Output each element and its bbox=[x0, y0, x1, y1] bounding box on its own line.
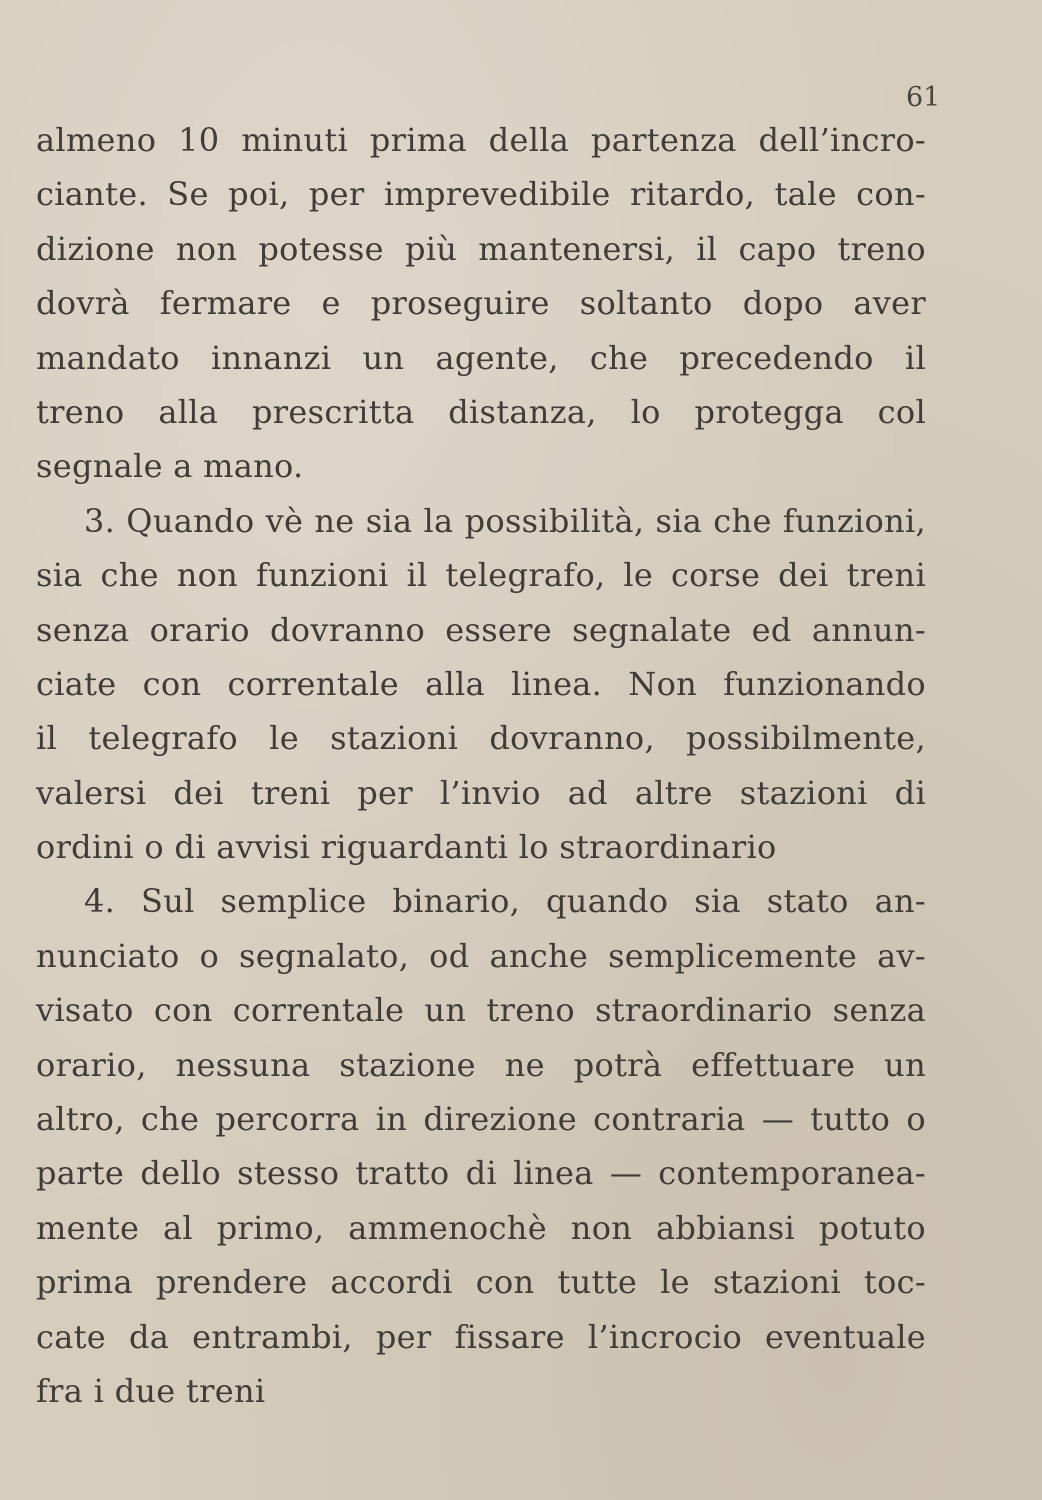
text-line: mandato innanzi un agente, che precedendo il bbox=[36, 338, 926, 377]
text-line: prima prendere accordi con tutte le stazioni toc- bbox=[36, 1263, 926, 1302]
text-line: mente al primo, ammenochè non abbiansi potuto bbox=[36, 1208, 926, 1247]
section-3-start-line: 3. Quando vè ne sia la possibilità, sia che funzioni, bbox=[84, 501, 926, 540]
text-line: cate da entrambi, per fissare l’incrocio eventuale bbox=[36, 1317, 926, 1356]
text-line: ciate con correntale alla linea. Non funzionando bbox=[36, 664, 926, 703]
paragraph-end-line: fra i due treni bbox=[36, 1371, 266, 1410]
text-line: il telegrafo le stazioni dovranno, possibilmente, bbox=[36, 719, 926, 758]
text-line: dizione non potesse più mantenersi, il capo treno bbox=[36, 229, 926, 268]
text-line: valersi dei treni per l’invio ad altre stazioni di bbox=[36, 773, 926, 812]
text-line: visato con correntale un treno straordinario senza bbox=[36, 991, 926, 1030]
section-4-start-line: 4. Sul semplice binario, quando sia stato an- bbox=[84, 882, 926, 921]
text-line: dovrà fermare e proseguire soltanto dopo aver bbox=[36, 284, 926, 323]
page-number: 61 bbox=[906, 82, 941, 113]
text-line: senza orario dovranno essere segnalate ed annun- bbox=[36, 610, 926, 649]
body-text bbox=[36, 113, 926, 1418]
text-line: almeno 10 minuti prima della partenza dell’incro- bbox=[36, 121, 926, 159]
text-line: ciante. Se poi, per imprevedibile ritardo, tale con- bbox=[36, 175, 926, 214]
paragraph-end-line: ordini o di avvisi riguardanti lo straordinario bbox=[36, 828, 777, 867]
text-line: nunciato o segnalato, od anche semplicemente av- bbox=[36, 936, 926, 975]
text-line: orario, nessuna stazione ne potrà effettuare un bbox=[36, 1045, 926, 1084]
text-line: treno alla prescritta distanza, lo protegga col bbox=[36, 392, 926, 431]
text-line: parte dello stesso tratto di linea — contemporanea- bbox=[36, 1154, 926, 1193]
text-line: altro, che percorra in direzione contraria — tutto o bbox=[36, 1100, 926, 1139]
paragraph-end-line: segnale a mano. bbox=[36, 447, 304, 486]
text-line: sia che non funzioni il telegrafo, le corse dei treni bbox=[36, 556, 926, 595]
